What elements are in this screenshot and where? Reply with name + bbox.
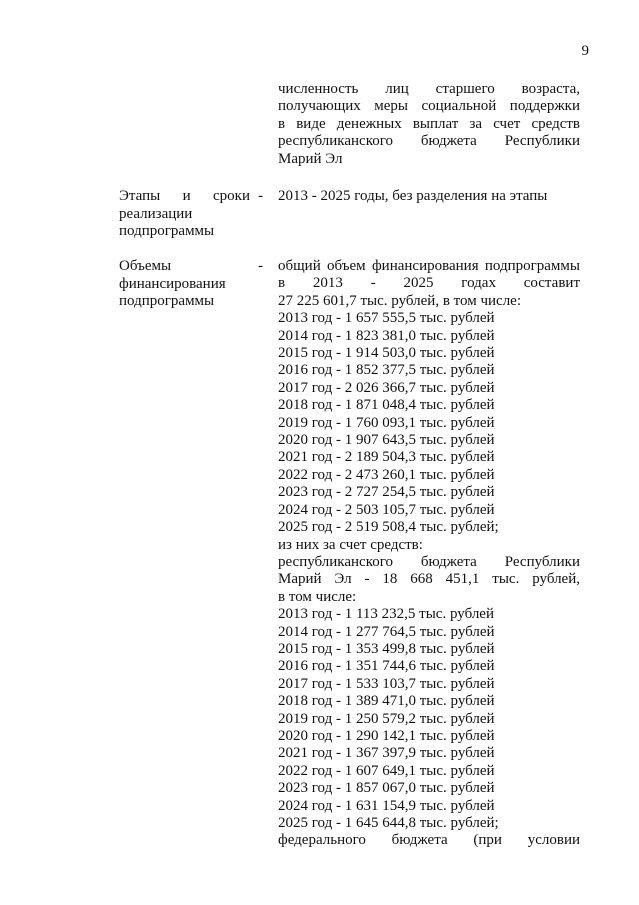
label-line: финансирования <box>119 275 226 292</box>
year-line: 2023 год - 2 727 254,5 тыс. рублей <box>278 484 495 501</box>
text-line: республиканского бюджета Республики <box>278 133 580 150</box>
year-line: 2022 год - 2 473 260,1 тыс. рублей <box>278 466 495 483</box>
year-line: 2019 год - 1 250 579,2 тыс. рублей <box>278 710 495 727</box>
label-line: Этапы и сроки <box>119 188 250 204</box>
year-line: 2018 год - 1 389 471,0 тыс. рублей <box>278 693 495 710</box>
text-line: в 2013 - 2025 годах составит <box>278 275 580 292</box>
page-number: 9 <box>581 43 589 59</box>
year-line: 2017 год - 2 026 366,7 тыс. рублей <box>278 379 495 396</box>
year-line: 2015 год - 1 914 503,0 тыс. рублей <box>278 345 495 362</box>
year-line: 2016 год - 1 852 377,5 тыс. рублей <box>278 362 495 379</box>
text-line: в виде денежных выплат за счет средств <box>278 115 580 132</box>
text-line: в том числе: <box>278 588 357 605</box>
year-line: 2014 год - 1 277 764,5 тыс. рублей <box>278 623 495 640</box>
label-line: подпрограммы <box>119 223 215 239</box>
year-line: 2025 год - 1 645 644,8 тыс. рублей; <box>278 815 499 831</box>
year-line: 2023 год - 1 857 067,0 тыс. рублей <box>278 780 495 797</box>
year-line: 2018 год - 1 871 048,4 тыс. рублей <box>278 397 495 414</box>
stages-value <box>278 188 580 205</box>
year-line: 2020 год - 1 907 643,5 тыс. рублей <box>278 432 495 449</box>
text-line: получающих меры социальной поддержки <box>278 98 580 115</box>
text-line: 27 225 601,7 тыс. рублей, в том числе: <box>278 292 522 309</box>
label-line: Объемы <box>119 258 172 274</box>
funding-dash: - <box>258 258 263 274</box>
year-line: 2024 год - 2 503 105,7 тыс. рублей <box>278 501 495 518</box>
year-line: 2021 год - 1 367 397,9 тыс. рублей <box>278 745 495 762</box>
value-line: 2013 - 2025 годы, без разделения на этапы <box>278 188 548 204</box>
year-line: 2013 год - 1 113 232,5 тыс. рублей <box>278 606 494 623</box>
text-line: республиканского бюджета Республики <box>278 553 580 570</box>
text-line: общий объем финансирования подпрограммы <box>278 258 580 274</box>
year-line: 2022 год - 1 607 649,1 тыс. рублей <box>278 762 495 779</box>
text-line: Марий Эл - 18 668 451,1 тыс. рублей, <box>278 571 580 588</box>
year-line: 2020 год - 1 290 142,1 тыс. рублей <box>278 727 495 744</box>
year-line: 2016 год - 1 351 744,6 тыс. рублей <box>278 658 495 675</box>
year-line: 2015 год - 1 353 499,8 тыс. рублей <box>278 640 495 657</box>
text-line: Марий Эл <box>278 150 343 167</box>
year-line: 2013 год - 1 657 555,5 тыс. рублей <box>278 310 495 327</box>
label-line: реализации <box>119 205 193 222</box>
year-line: 2024 год - 1 631 154,9 тыс. рублей <box>278 797 495 814</box>
stages-label <box>119 188 267 241</box>
continuation-text <box>278 81 580 168</box>
year-line: 2021 год - 2 189 504,3 тыс. рублей <box>278 449 495 466</box>
year-line: 2019 год - 1 760 093,1 тыс. рублей <box>278 414 495 431</box>
year-line: 2025 год - 2 519 508,4 тыс. рублей; <box>278 519 499 536</box>
year-line: 2017 год - 1 533 103,7 тыс. рублей <box>278 675 495 692</box>
funding-label <box>119 258 267 311</box>
text-line: из них за счет средств: <box>278 536 423 553</box>
year-line: 2014 год - 1 823 381,0 тыс. рублей <box>278 327 495 344</box>
stages-dash: - <box>258 188 263 204</box>
text-line: федерального бюджета (при условии <box>278 832 580 849</box>
funding-value <box>278 258 580 850</box>
text-line: численность лиц старшего возраста, <box>278 81 580 97</box>
label-line: подпрограммы <box>119 293 215 309</box>
